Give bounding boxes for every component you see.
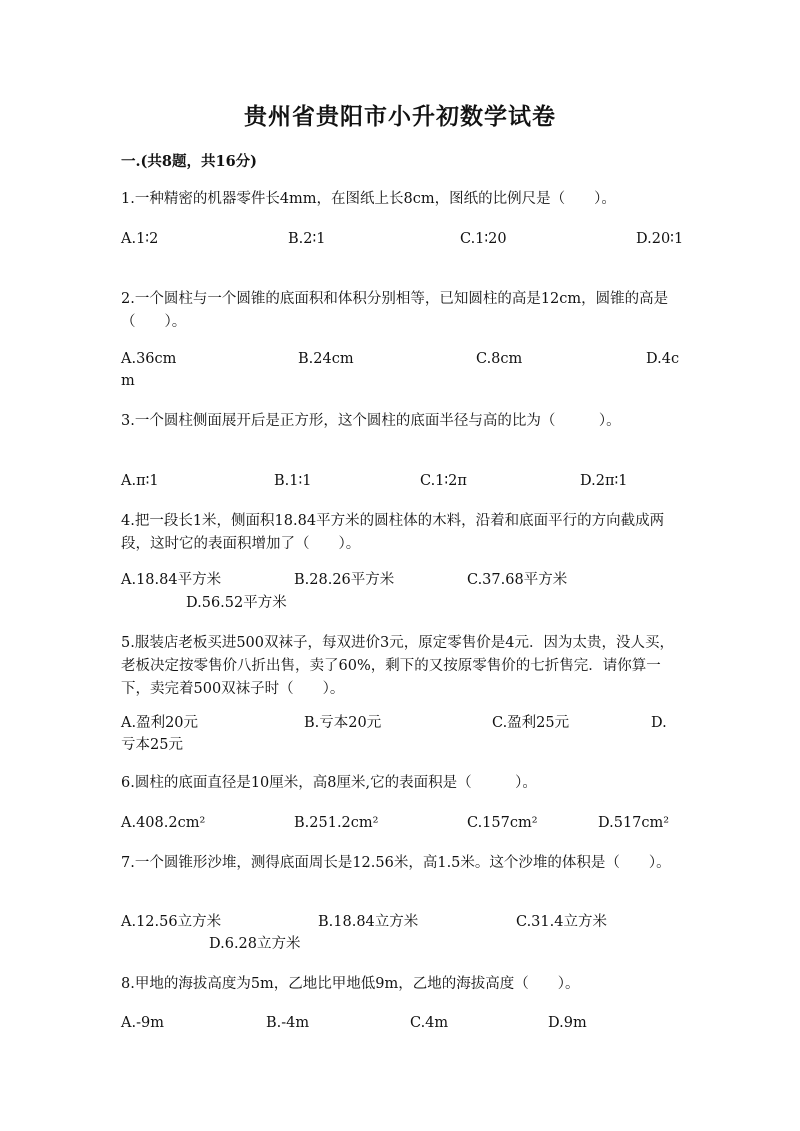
question-1-option-d[interactable]: D.20∶1 xyxy=(636,231,684,247)
question-1-option-a[interactable]: A.1∶2 xyxy=(121,231,159,247)
question-4-option-b[interactable]: B.28.26平方米 xyxy=(294,572,395,588)
question-7-option-a[interactable]: A.12.56立方米 xyxy=(121,914,222,930)
question-8-option-d[interactable]: D.9m xyxy=(548,1015,587,1031)
question-6-option-d[interactable]: D.517cm² xyxy=(598,815,670,831)
question-2-option-a[interactable]: A.36cm xyxy=(121,351,177,367)
question-2-option-b[interactable]: B.24cm xyxy=(298,351,354,367)
question-4-option-c[interactable]: C.37.68平方米 xyxy=(467,572,568,588)
question-3-option-a[interactable]: A.π∶1 xyxy=(121,473,159,489)
question-3-stem: 3.一个圆柱侧面展开后是正方形，这个圆柱的底面半径与高的比为（ ）。 xyxy=(121,413,621,429)
question-3-option-d[interactable]: D.2π∶1 xyxy=(580,473,628,489)
question-5-option-a[interactable]: A.盈利20元 xyxy=(121,715,199,731)
question-6-option-b[interactable]: B.251.2cm² xyxy=(294,815,379,831)
question-8-option-a[interactable]: A.-9m xyxy=(121,1015,164,1031)
question-2-option-c[interactable]: C.8cm xyxy=(476,351,523,367)
question-3-option-b[interactable]: B.1∶1 xyxy=(274,473,312,489)
question-5-option-c[interactable]: C.盈利25元 xyxy=(492,715,570,731)
question-7-stem: 7.一个圆锥形沙堆，测得底面周长是12.56米，高1.5米。这个沙堆的体积是（ ）。 xyxy=(121,855,671,871)
question-5-option-b[interactable]: B.亏本20元 xyxy=(304,715,382,731)
question-3-option-c[interactable]: C.1∶2π xyxy=(420,473,467,489)
question-1-option-c[interactable]: C.1∶20 xyxy=(460,231,507,247)
question-8-option-c[interactable]: C.4m xyxy=(410,1015,449,1031)
question-1-option-b[interactable]: B.2∶1 xyxy=(288,231,326,247)
question-5-option-d[interactable]: D.亏本25元 xyxy=(121,715,667,753)
question-6-stem: 6.圆柱的底面直径是10厘米，高8厘米,它的表面积是（ ）。 xyxy=(121,775,537,791)
question-5-stem: 5.服装店老板买进500双袜子，每双进价3元，原定零售价是4元．因为太贵，没人买，老板决定按零售价八折出售，卖了60%，剩下的又按原零售价的七折售完．请你算一下，卖完着500双袜子时（ ）。 xyxy=(121,635,674,697)
question-4-stem: 4.把一段长1米，侧面积18.84平方米的圆柱体的木料，沿着和底面平行的方向截成两段，这时它的表面积增加了（ ）。 xyxy=(121,513,665,552)
question-6-option-a[interactable]: A.408.2cm² xyxy=(121,815,206,831)
question-1-stem: 1.一种精密的机器零件长4mm，在图纸上长8cm，图纸的比例尺是（ ）。 xyxy=(121,191,616,207)
question-2-stem: 2.一个圆柱与一个圆锥的底面积和体积分别相等，已知圆柱的高是12cm，圆锥的高是（ ）。 xyxy=(121,291,669,330)
question-7-option-d[interactable]: D.6.28立方米 xyxy=(209,936,301,952)
question-8-option-b[interactable]: B.-4m xyxy=(266,1015,310,1031)
question-6-option-c[interactable]: C.157cm² xyxy=(467,815,538,831)
section-heading: 一.(共8题，共16分) xyxy=(121,153,258,170)
page-title: 贵州省贵阳市小升初数学试卷 xyxy=(244,103,556,130)
question-4-option-d[interactable]: D.56.52平方米 xyxy=(186,595,287,611)
question-7-option-c[interactable]: C.31.4立方米 xyxy=(516,914,607,930)
question-4-option-a[interactable]: A.18.84平方米 xyxy=(121,572,222,588)
question-8-stem: 8.甲地的海拔高度为5m，乙地比甲地低9m，乙地的海拔高度（ ）。 xyxy=(121,976,580,992)
question-7-option-b[interactable]: B.18.84立方米 xyxy=(318,914,419,930)
question-2-option-d[interactable]: D.4cm xyxy=(121,351,680,389)
